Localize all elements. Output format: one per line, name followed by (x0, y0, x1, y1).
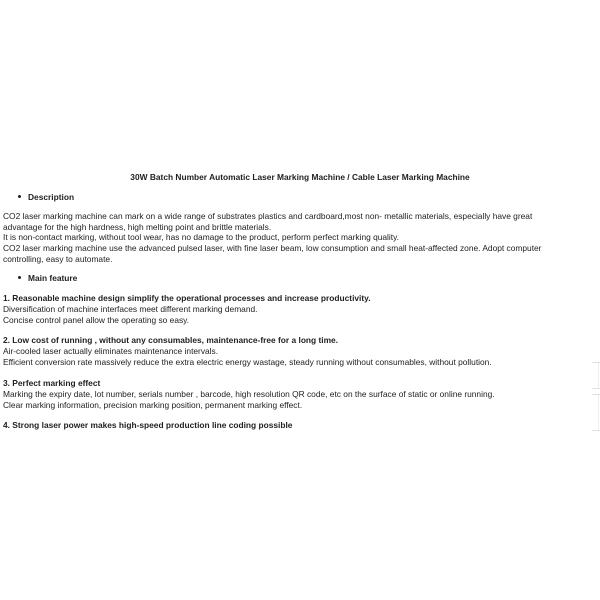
feature-1-body (3, 304, 597, 325)
bullet-dot-icon (18, 276, 21, 279)
feature-line: Diversification of machine interfaces meet different marking demand. (3, 304, 258, 314)
main-feature-heading (18, 273, 77, 284)
feature-4-title: 4. Strong laser power makes high-speed production line coding possible (3, 420, 293, 430)
feature-line: Clear marking information, precision marking position, permanent marking effect. (3, 399, 303, 410)
feature-1-title: 1. Reasonable machine design simplify the operational processes and increase productivity. (3, 293, 371, 303)
edge-divider (598, 394, 599, 430)
feature-line: Marking the expiry date, lot number, serials number , barcode, high resolution QR code, etc on the surface of static or online running. (3, 389, 495, 399)
main-feature-heading-label: Main feature (28, 273, 78, 283)
description-paragraph (3, 211, 597, 265)
feature-line: Concise control panel allow the operating so easy. (3, 314, 190, 325)
feature-2-body (3, 346, 597, 367)
description-line: CO2 laser marking machine use the advanced pulsed laser, with fine laser beam, low consumption and small heat-affected zone. Adopt computer (3, 243, 542, 254)
edge-divider (592, 394, 600, 395)
feature-2-title: 2. Low cost of running , without any consumables, maintenance-free for a long time. (3, 335, 339, 345)
description-line: CO2 laser marking machine can mark on a wide range of substrates plastics and cardboard,most non- metallic materials, especially have great (3, 211, 533, 221)
edge-divider (592, 430, 600, 431)
feature-line: Air-cooled laser actually eliminates maintenance intervals. (3, 346, 219, 356)
bullet-dot-icon (18, 195, 21, 198)
description-line: advantage for the high hardness, high melting point and brittle materials. (3, 221, 272, 232)
feature-line: Efficient conversion rate massively reduce the extra electric energy wastage, steady running without consumables, without pollution. (3, 356, 492, 367)
description-line: It is non-contact marking, without tool wear, has no damage to the product, perform perfect marking quality. (3, 232, 399, 243)
description-heading-label: Description (28, 192, 75, 202)
page-title: 30W Batch Number Automatic Laser Marking Machine / Cable Laser Marking Machine (130, 172, 470, 182)
edge-divider (598, 362, 599, 388)
feature-3-body (3, 389, 597, 410)
edge-divider (592, 388, 600, 389)
description-line: controlling, easy to automate. (3, 253, 113, 264)
edge-divider (592, 362, 600, 363)
feature-3-title: 3. Perfect marking effect (3, 378, 101, 388)
description-heading (18, 192, 74, 203)
